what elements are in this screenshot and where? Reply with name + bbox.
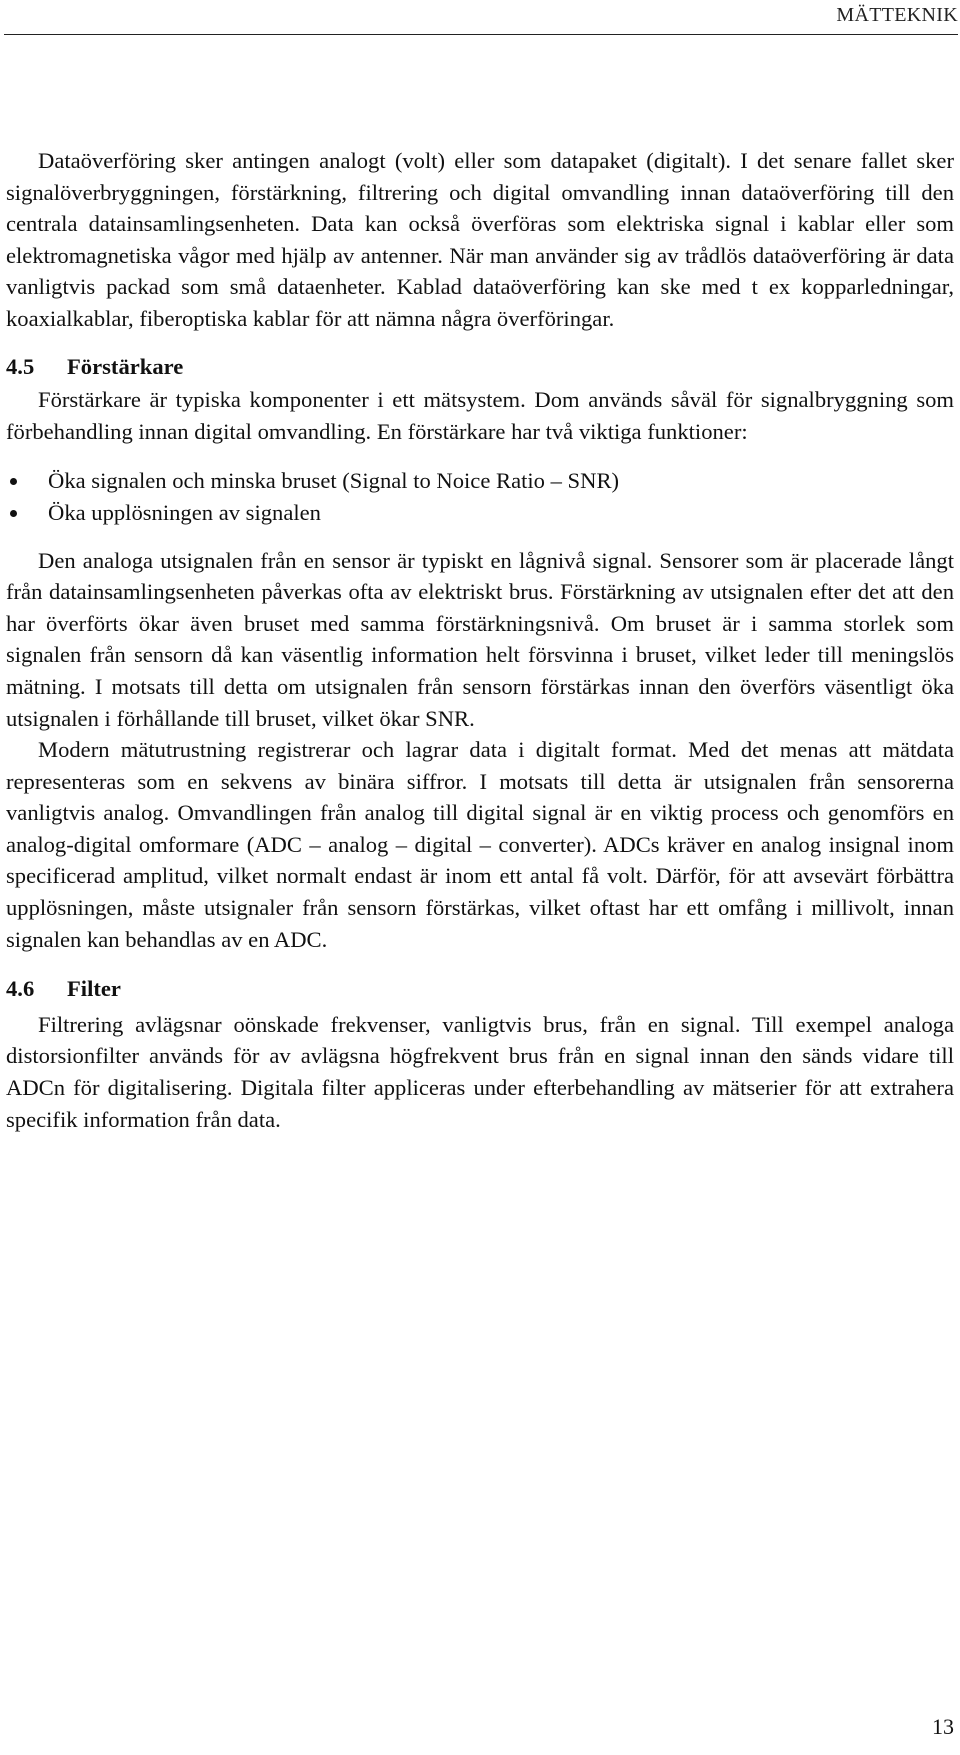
section-title: Förstärkare (67, 353, 184, 379)
paragraph-analog-signal: Den analoga utsignalen från en sensor är typiskt en lågnivå signal. Sensorer som är placerade långt från datainsamlingsenheten påverkas ofta av elektriskt brus. Förstärkning av utsignalen efter det att den har överförts ökar även bruset med samma förstärkningsnivå. Om bruset är i samma storlek som signalen från sensorn då kan väsentlig information helt försvinna i bruset, vilket leder till meningslös mätning. I motsats till detta om utsignalen från sensorn förstärkas innan den överförs väsentligt öka utsignalen i förhållande till bruset, vilket ökar SNR. (6, 547, 954, 731)
list-item-text: Öka signalen och minska bruset (Signal to Noice Ratio – SNR) (48, 468, 620, 494)
header-divider (4, 34, 958, 35)
bullet-icon (10, 478, 17, 485)
paragraph-digital-conversion: Modern mätutrustning registrerar och lagrar data i digitalt format. Med det menas att mätdata representeras som en sekvens av binära siffror. I motsats till detta är utsignalen från sensorerna vanligtvis analog. Omvandlingen från analog till digital signal är en viktig process och genomförs en analog-digital omformare (ADC – analog – digital – converter). ADCs kräver en analog insignal inom specificerad amplitud, vilket normalt endast är inom ett antal få volt. Därför, för att avsevärt förbättra upplösningen, måste utsignaler från sensorn förstärkas, vilket oftast har ett omfång i millivolt, innan signalen kan behandlas av en ADC. (6, 737, 954, 952)
section-heading-filter (6, 973, 954, 1005)
page-body (6, 145, 954, 1135)
paragraph-amplifier-intro: Förstärkare är typiska komponenter i ett mätsystem. Dom används såväl för signalbryggning som förbehandling innan digital omvandling. En förstärkare har två viktiga funktioner: (6, 387, 954, 444)
list-item (6, 497, 954, 529)
paragraph-filtering: Filtrering avlägsnar oönskade frekvenser, vanligtvis brus, från en signal. Till exempel analoga distorsionfilter används för av avlägsna högfrekvent brus från en signal innan den sänds vidare till ADCn för digitalisering. Digitala filter appliceras under efterbehandling av mätserier för att extrahera specifik information från data. (6, 1011, 954, 1132)
section-title: Filter (67, 976, 121, 1002)
section-heading-amplifier (6, 351, 954, 383)
running-header-title: MÄTTEKNIK (836, 4, 958, 26)
page-number: 13 (932, 1714, 954, 1739)
bullet-icon (10, 510, 17, 517)
list-item-text: Öka upplösningen av signalen (48, 499, 321, 525)
section-number: 4.5 (6, 353, 35, 379)
amplifier-functions-list (6, 465, 954, 528)
section-number: 4.6 (6, 976, 35, 1002)
paragraph-data-transfer: Dataöverföring sker antingen analogt (volt) eller som datapaket (digitalt). I det senare fallet sker signalöverbryggningen, förstärkning, filtrering och digital omvandling innan dataöverföring till den centrala datainsamlingsenheten. Data kan också överföras som elektriska signal i kablar eller som elektromagnetiska vågor med hjälp av antenner. När man använder sig av trådlös dataöverföring är data vanligtvis packad som små dataenheter. Kablad dataöverföring kan ske med t ex kopparledningar, koaxialkablar, fiberoptiska kablar för att nämna några överföringar. (6, 148, 954, 331)
list-item (6, 465, 954, 497)
